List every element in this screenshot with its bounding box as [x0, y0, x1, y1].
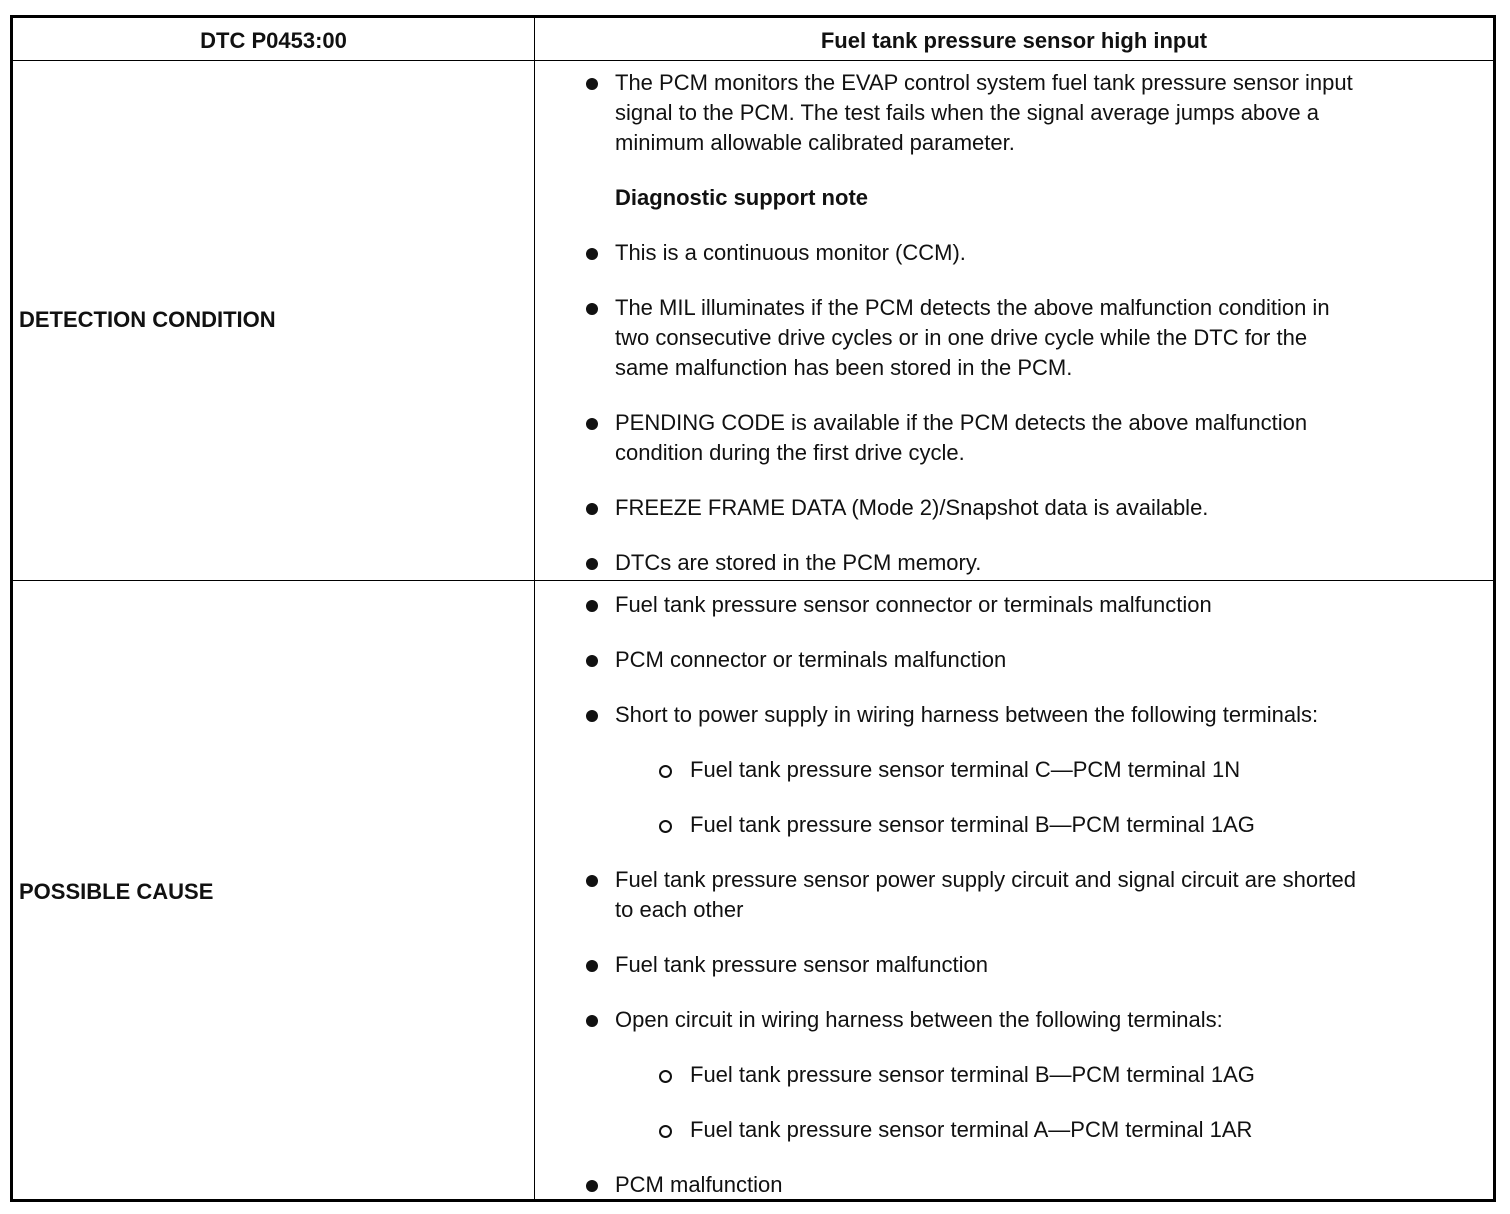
- note-mil-line2: two consecutive drive cycles or in one drive cycle while the DTC for the: [615, 325, 1308, 350]
- cause-item-line1: Fuel tank pressure sensor power supply circuit and signal circuit are shorted: [615, 867, 1357, 892]
- bullet-icon: [586, 1015, 598, 1027]
- note-mil-line1: The MIL illuminates if the PCM detects the above malfunction condition in: [615, 295, 1330, 320]
- bullet-icon: [586, 248, 598, 260]
- column-divider: [534, 18, 535, 1199]
- detection-intro-line3: minimum allowable calibrated parameter.: [615, 130, 1015, 155]
- dtc-code-header: DTC P0453:00: [200, 27, 347, 53]
- note-mil-line3: same malfunction has been stored in the PCM.: [615, 355, 1073, 380]
- bullet-icon: [586, 600, 598, 612]
- detection-intro-line1: The PCM monitors the EVAP control system fuel tank pressure sensor input: [615, 70, 1353, 95]
- sub-bullet-icon: [659, 1070, 672, 1083]
- note-dtc-stored: DTCs are stored in the PCM memory.: [615, 550, 982, 575]
- note-freeze-frame: FREEZE FRAME DATA (Mode 2)/Snapshot data is available.: [615, 495, 1209, 520]
- row-divider: [13, 580, 1493, 581]
- cause-item: PCM connector or terminals malfunction: [615, 647, 1007, 672]
- detection-condition-label: DETECTION CONDITION: [19, 307, 276, 332]
- note-continuous-monitor: This is a continuous monitor (CCM).: [615, 240, 966, 265]
- note-pending-line1: PENDING CODE is available if the PCM detects the above malfunction: [615, 410, 1308, 435]
- cause-sub-item: Fuel tank pressure sensor terminal B—PCM terminal 1AG: [690, 1062, 1255, 1087]
- sub-bullet-icon: [659, 1125, 672, 1138]
- bullet-icon: [586, 558, 598, 570]
- cause-item: Fuel tank pressure sensor malfunction: [615, 952, 988, 977]
- cause-sub-item: Fuel tank pressure sensor terminal C—PCM terminal 1N: [690, 757, 1241, 782]
- diagnostic-support-note-heading: Diagnostic support note: [615, 185, 868, 210]
- possible-cause-label: POSSIBLE CAUSE: [19, 879, 214, 904]
- bullet-icon: [586, 655, 598, 667]
- cause-item: Open circuit in wiring harness between the following terminals:: [615, 1007, 1223, 1032]
- bullet-icon: [586, 418, 598, 430]
- bullet-icon: [586, 303, 598, 315]
- note-pending-line2: condition during the first drive cycle.: [615, 440, 965, 465]
- cause-item: Fuel tank pressure sensor connector or terminals malfunction: [615, 592, 1212, 617]
- bullet-icon: [586, 78, 598, 90]
- bullet-icon: [586, 503, 598, 515]
- bullet-icon: [586, 710, 598, 722]
- dtc-table: [10, 15, 1496, 1202]
- bullet-icon: [586, 1180, 598, 1192]
- sub-bullet-icon: [659, 820, 672, 833]
- cause-sub-item: Fuel tank pressure sensor terminal B—PCM terminal 1AG: [690, 812, 1255, 837]
- bullet-icon: [586, 875, 598, 887]
- detection-intro-line2: signal to the PCM. The test fails when the signal average jumps above a: [615, 100, 1319, 125]
- cause-item: Short to power supply in wiring harness between the following terminals:: [615, 702, 1319, 727]
- cause-item: PCM malfunction: [615, 1172, 783, 1197]
- bullet-icon: [586, 960, 598, 972]
- sub-bullet-icon: [659, 765, 672, 778]
- dtc-title-header: Fuel tank pressure sensor high input: [820, 27, 1208, 53]
- cause-sub-item: Fuel tank pressure sensor terminal A—PCM terminal 1AR: [690, 1117, 1253, 1142]
- cause-item-line2: to each other: [615, 897, 744, 922]
